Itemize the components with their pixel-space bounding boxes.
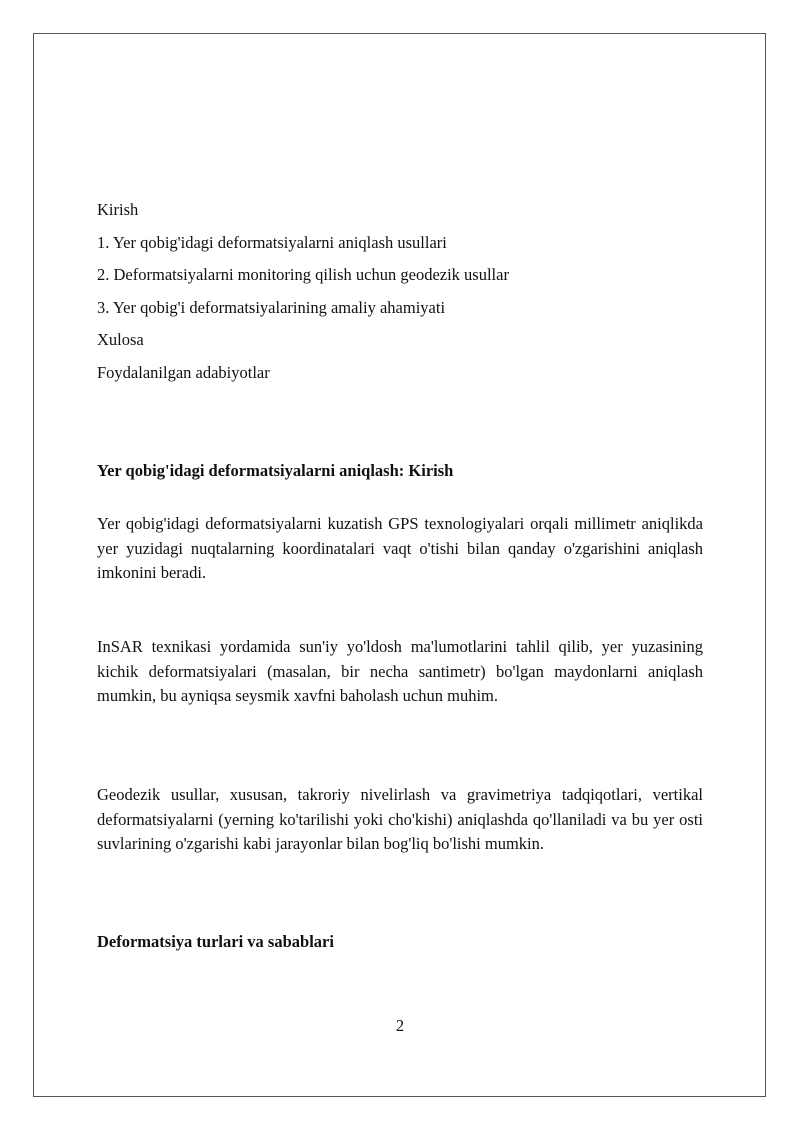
paragraph-gps: Yer qobig'idagi deformatsiyalarni kuzatish GPS texnologiyalari orqali millimetr aniqlikda yer yuzidagi nuqtalarning koordinatalari vaqt o'tishi bilan qanday o'zgarishini aniqlash imkonini beradi. — [97, 514, 703, 582]
toc-item-2: 2. Deformatsiyalarni monitoring qilish uchun geodezik usullar — [97, 265, 509, 285]
toc-item-references: Foydalanilgan adabiyotlar — [97, 362, 270, 382]
paragraph-insar: InSAR texnikasi yordamida sun'iy yo'ldosh ma'lumotlarini tahlil qilib, yer yuzasining kichik deformatsiyalari (masalan, bir necha santimetr) bo'lgan maydonlarni aniqlash mumkin, bu ayniqsa seysmik xavfni baholash uchun muhim. — [97, 637, 703, 705]
section-heading-types: Deformatsiya turlari va sabablari — [97, 932, 334, 951]
paragraph-geodetic: Geodezik usullar, xususan, takroriy nivelirlash va gravimetriya tadqiqotlari, vertikal deformatsiyalarni (yerning ko'tarilishi yoki cho'kishi) aniqlashda qo'llaniladi va bu yer osti suvlarining o'zgarishi kabi jarayonlar bilan bog'liq bo'lishi mumkin. — [97, 785, 703, 853]
toc-item-1: 1. Yer qobig'idagi deformatsiyalarni aniqlash usullari — [97, 232, 447, 252]
page-number: 2 — [395, 1016, 405, 1035]
toc-item-intro: Kirish — [97, 200, 139, 219]
toc-item-3: 3. Yer qobig'i deformatsiyalarining amaliy ahamiyati — [97, 297, 446, 317]
section-heading-intro: Yer qobig'idagi deformatsiyalarni aniqlash: Kirish — [97, 461, 454, 480]
toc-item-conclusion: Xulosa — [97, 330, 144, 350]
table-of-contents — [97, 200, 707, 396]
